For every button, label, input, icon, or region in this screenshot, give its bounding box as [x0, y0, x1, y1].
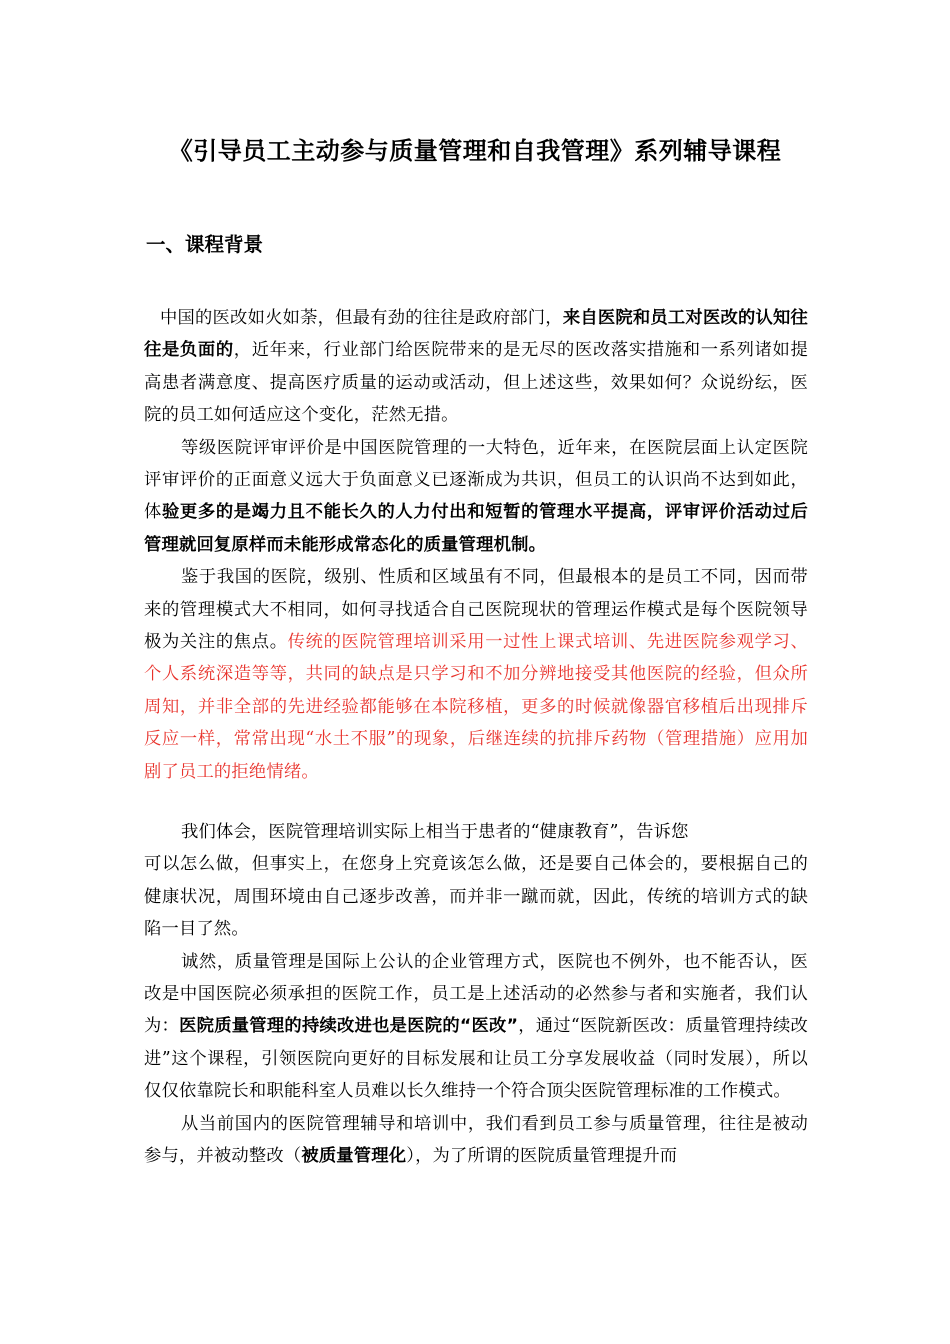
paragraph-1-text: 中国的医改如火如荼，但最有劲的往往是政府部门， — [160, 308, 563, 328]
document-title: 《引导员工主动参与质量管理和自我管理》系列辅导课程 — [168, 137, 782, 165]
paragraph-2 — [144, 432, 808, 562]
paragraph-2-text: 等级医院评审评价是中国医院管理的一大特色，近年来，在医院层面上认定医院评审评价的正面意义远大于负面意义已逐渐成为共识，但员工的认识尚不达到如此，体 — [144, 437, 808, 523]
body-block-1 — [144, 302, 808, 788]
paragraph-3-text: 鉴于我国的医院，级别、性质和区域虽有不同，但最根本的是员工不同，因而带来的管理模式大不相同，如何寻找适合自己医院现状的管理运作模式是每个医院领导极为关注的焦点。 — [144, 567, 808, 653]
paragraph-1-text-end: ，近年来，行业部门给医院带来的是无尽的医改落实措施和一系列诸如提高患者满意度、提高医疗质量的运动或活动，但上述这些，效果如何？众说纷纭，医院的员工如何适应这个变化，茫然无措。 — [144, 340, 808, 426]
paragraph-5-bold: 医院质量管理的持续改进也是医院的“医改” — [179, 1016, 519, 1037]
paragraph-6 — [144, 1108, 808, 1173]
paragraph-3 — [144, 561, 808, 788]
paragraph-5 — [144, 946, 808, 1108]
body-block-2 — [144, 816, 808, 1172]
paragraph-6-text: 从当前国内的医院管理辅导和培训中，我们看到员工参与质量管理，往往是被动参与，并被动整改（ — [144, 1113, 808, 1167]
section-heading: 一、课程背景 — [146, 233, 264, 256]
paragraph-4-first-line: 我们体会，医院管理培训实际上相当于患者的“健康教育”，告诉您 — [181, 822, 689, 842]
paragraph-3-red: 传统的医院管理培训采用一过性上课式培训、先进医院参观学习、个人系统深造等等，共同的缺点是只学习和不加分辨地接受其他医院的经验，但众所周知，并非全部的先进经验都能够在本院移植，更多的时候就像器官移植后出现排斥反应一样，常常出现“水土不服”的现象，后继连续的抗排斥药物（管理措施）应用加剧了员工的拒绝情绪。 — [144, 632, 808, 782]
paragraph-5-text: 诚然，质量管理是国际上公认的企业管理方式，医院也不例外，也不能否认，医改是中国医院必须承担的医院工作，员工是上述活动的必然参与者和实施者，我们认为： — [144, 951, 808, 1037]
paragraph-1-bold: 来自医院和员工对医改的认知往往是负面的 — [144, 308, 808, 361]
paragraph-6-text-end: ），为了所谓的医院质量管理提升而 — [406, 1146, 678, 1167]
paragraph-6-bold: 被质量管理化 — [301, 1146, 407, 1167]
paragraph-5-text-end: ，通过“医院新医改：质量管理持续改进”这个课程，引领医院向更好的目标发展和让员工分享发展收益（同时发展），所以仅仅依靠院长和职能科室人员难以长久维持一个符合顶尖医院管理标准的工作模式。 — [144, 1016, 808, 1102]
paragraph-2-bold: 验更多的是竭力且不能长久的人力付出和短暂的管理水平提高，评审评价活动过后管理就回复原样而未能形成常态化的质量管理机制。 — [144, 502, 809, 555]
paragraph-4-rest: 可以怎么做，但事实上，在您身上究竟该怎么做，还是要自己体会的，要根据自己的健康状况，周围环境由自己逐步改善，而并非一蹴而就，因此，传统的培训方式的缺陷一目了然。 — [144, 854, 808, 940]
paragraph-1 — [144, 302, 808, 432]
